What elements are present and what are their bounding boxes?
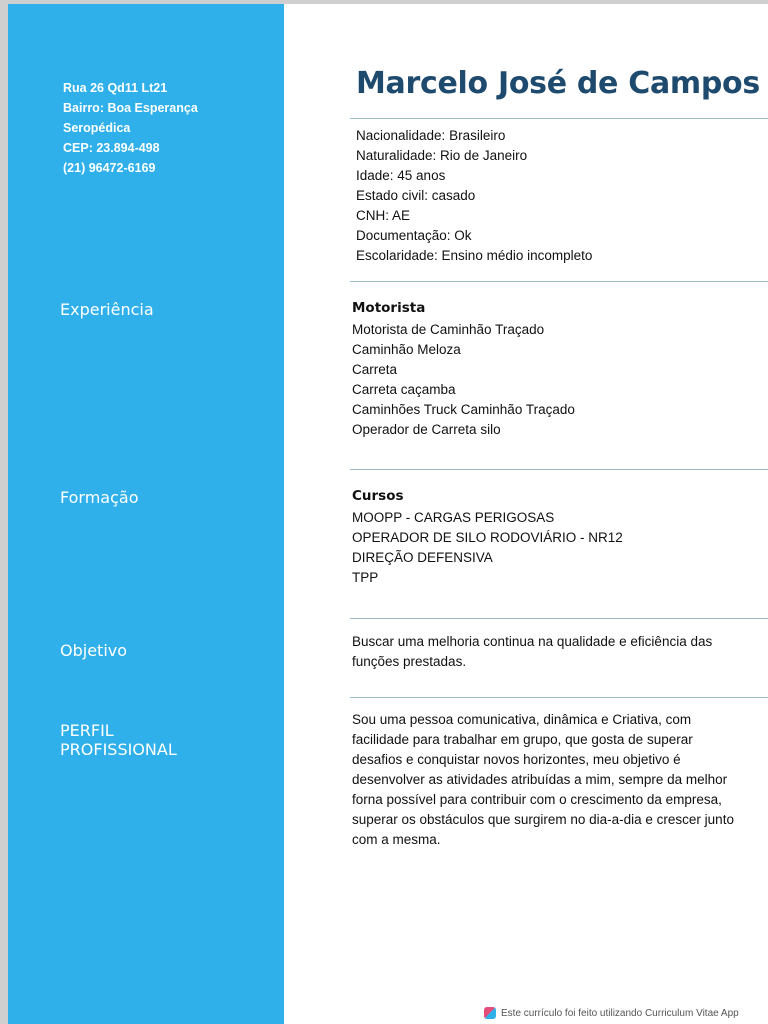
- experience-item: Carreta: [352, 362, 398, 377]
- sidebar-heading-experience: Experiência: [60, 300, 154, 319]
- course-item: OPERADOR DE SILO RODOVIÁRIO - NR12: [352, 530, 623, 545]
- objective-text: [352, 632, 712, 672]
- experience-item: Caminhões Truck Caminhão Traçado: [352, 402, 575, 417]
- objective-line: funções prestadas.: [352, 654, 467, 669]
- sidebar: [8, 4, 284, 1024]
- contact-city: Seropédica: [63, 121, 131, 135]
- info-line: Nacionalidade: Brasileiro: [356, 128, 506, 143]
- objective-line: Buscar uma melhoria continua na qualidade e eficiência das: [352, 634, 713, 649]
- course-item: DIREÇÃO DEFENSIVA: [352, 550, 493, 565]
- resume-page: [8, 4, 768, 1024]
- contact-cep: CEP: 23.894-498: [63, 141, 160, 155]
- contact-phone: (21) 96472-6169: [63, 161, 156, 175]
- divider: [350, 281, 768, 282]
- experience-title: Motorista: [352, 300, 426, 316]
- divider: [350, 469, 768, 470]
- divider: [350, 618, 768, 619]
- profile-text: [352, 710, 734, 850]
- experience-item: Caminhão Meloza: [352, 342, 461, 357]
- candidate-name: Marcelo José de Campos: [356, 66, 760, 101]
- profile-line: desenvolver as atividades atribuídas a mim, sempre da melhor: [352, 772, 728, 787]
- info-line: CNH: AE: [356, 208, 411, 223]
- info-line: Idade: 45 anos: [356, 168, 446, 183]
- profile-line: com a mesma.: [352, 832, 441, 847]
- divider: [350, 118, 768, 119]
- sidebar-heading-profile: [60, 721, 177, 759]
- info-line: Naturalidade: Rio de Janeiro: [356, 148, 528, 163]
- experience-section: [352, 298, 575, 440]
- info-line: Estado civil: casado: [356, 188, 476, 203]
- profile-line: Sou uma pessoa comunicativa, dinâmica e Criativa, com: [352, 712, 692, 727]
- sidebar-heading-profile-line2: PROFISSIONAL: [60, 740, 177, 759]
- footer-text: Este currículo foi feito utilizando Curriculum Vitae App: [501, 1007, 739, 1019]
- course-item: MOOPP - CARGAS PERIGOSAS: [352, 510, 555, 525]
- info-line: Escolaridade: Ensino médio incompleto: [356, 248, 593, 263]
- divider: [350, 697, 768, 698]
- profile-line: facilidade para trabalhar em grupo, que gosta de superar: [352, 732, 693, 747]
- contact-neighborhood: Bairro: Boa Esperança: [63, 101, 198, 115]
- personal-info: [356, 126, 592, 266]
- contact-address: Rua 26 Qd11 Lt21: [63, 81, 168, 95]
- contact-block: [63, 78, 198, 178]
- experience-item: Motorista de Caminhão Traçado: [352, 322, 545, 337]
- course-item: TPP: [352, 570, 379, 585]
- profile-line: desafios e conquistar novos horizontes, meu objetivo é: [352, 752, 681, 767]
- sidebar-heading-education: Formação: [60, 488, 139, 507]
- footer-note: [484, 1007, 739, 1019]
- app-logo-icon: [484, 1007, 496, 1019]
- sidebar-heading-profile-line1: PERFIL: [60, 721, 114, 740]
- profile-line: forna possível para contribuir com o crescimento da empresa,: [352, 792, 722, 807]
- experience-item: Operador de Carreta silo: [352, 422, 501, 437]
- courses-title: Cursos: [352, 488, 404, 504]
- sidebar-heading-objective: Objetivo: [60, 641, 128, 660]
- main-content: [284, 4, 768, 1024]
- experience-item: Carreta caçamba: [352, 382, 456, 397]
- courses-section: [352, 486, 623, 588]
- info-line: Documentação: Ok: [356, 228, 472, 243]
- profile-line: superar os obstáculos que surgirem no dia-a-dia e crescer junto: [352, 812, 734, 827]
